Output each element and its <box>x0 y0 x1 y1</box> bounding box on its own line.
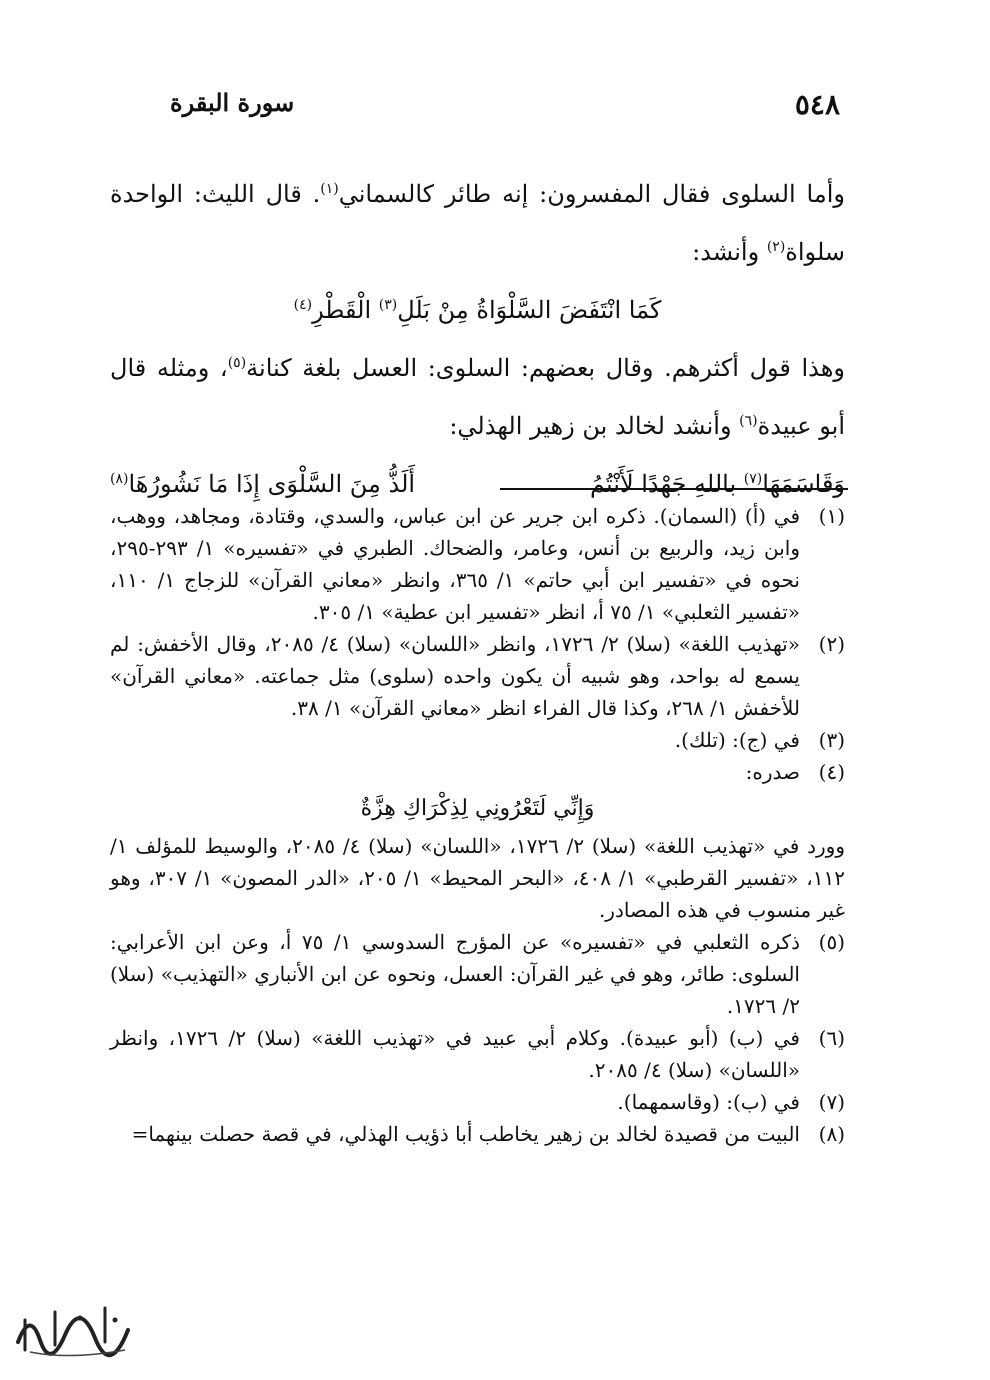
footnote-text: في (ج): (تلك). <box>674 728 800 752</box>
footnote-ref: (٢) <box>766 239 786 255</box>
footnote-divider <box>500 488 848 490</box>
paragraph-1: وأما السلوى فقال المفسرون: إنه طائر كالسماني$^{(١)}$. قال الليث: الواحدة سلواة$^{(٢)}$ وأنشد: <box>110 180 845 266</box>
footnote-text: البيت من قصيدة لخالد بن زهير يخاطب أبا ذؤيب الهذلي، في قصة حصلت بينهما= <box>131 1122 800 1146</box>
footnote-ref: (١) <box>320 181 339 197</box>
footnote-7 <box>110 1086 845 1118</box>
surah-title: سورة البقرة <box>170 88 295 117</box>
footnote-number: (٣) <box>818 728 845 752</box>
footnote-ref: (٧) <box>743 471 763 487</box>
footnote-number: (٤) <box>818 760 845 784</box>
footnote-ref: (٣) <box>378 297 398 313</box>
verse-hemistich-right: وَقَاسَمَهَا$^{(٧)}$ باللهِ جَهْدًا لَأَنْتُمُ <box>590 470 845 498</box>
page-header <box>150 88 840 128</box>
footnote-text: صدره: <box>745 760 800 784</box>
footnote-ref: (٦) <box>739 413 758 429</box>
footnote-5 <box>110 926 845 1022</box>
footnote-number: (٥) <box>818 930 845 954</box>
footnote-text: في (أ) (السمان). ذكره ابن جرير عن ابن عباس، والسدي، وقتادة، ومجاهد، ووهب، وابن زيد، والربيع بن أنس، وعامر، والضحاك. الطبري في «تفسيره» ١/ ٢٩٣-٢٩٥، نحوه في «تفسير ابن أبي حاتم» ١/ ٣٦٥، وانظر «معاني القرآن» للزجاج ١/ ١١٠، «تفسير الثعلبي» ١/ ٧٥ أ، انظر «تفسير ابن عطية» ١/ ٣٠٥. <box>110 504 800 624</box>
footnote-text: في (ب) (أبو عبيدة). وكلام أبي عبيد في «تهذيب اللغة» (سلا) ٢/ ١٧٢٦، وانظر «اللسان» (سلا) ٤/ ٢٠٨٥. <box>110 1026 800 1082</box>
footnote-number: (٨) <box>818 1122 845 1146</box>
footnote-8 <box>110 1118 845 1150</box>
footnote-1 <box>110 500 845 628</box>
footnote-number: (٦) <box>818 1026 845 1050</box>
footnote-2 <box>110 628 845 724</box>
verse-hemistich-left: أَلَذُّ مِنَ السَّلْوَى إِذَا مَا نَشُورُهَا$^{(٨)}$ <box>110 470 416 498</box>
footnote-6 <box>110 1022 845 1086</box>
footnote-4 <box>110 756 845 788</box>
page-number: ٥٤٨ <box>794 88 840 121</box>
footnote-text: ذكره الثعلبي في «تفسيره» عن المؤرج السدوسي ١/ ٧٥ أ، وعن ابن الأعرابي: السلوى: طائر، وهو في غير القرآن: العسل، ونحوه عن ابن الأنباري «التهذيب» (سلا) ٢/ ١٧٢٦. <box>110 930 800 1018</box>
footnote-number: (١) <box>818 504 845 528</box>
footnote-text: «تهذيب اللغة» (سلا) ٢/ ١٧٢٦، وانظر «اللسان» (سلا) ٤/ ٢٠٨٥، وقال الأخفش: لم يسمع له بواحد، وهو شبيه أن يكون واحده (سلوى) مثل جماعته. «معاني القرآن» للأخفش ١/ ٢٦٨، وكذا قال الفراء انظر «معاني القرآن» ١/ ٣٨. <box>110 632 800 720</box>
main-text <box>110 165 845 513</box>
poetry-verse-1: كَمَا انْتَفَضَ السَّلْوَاةُ مِنْ بَلَلِ$^{(٣)}$ الْقَطْرِ$^{(٤)}$ <box>293 296 662 324</box>
calligraphy-stamp-icon <box>10 1290 140 1360</box>
footnote-ref: (٤) <box>293 297 313 313</box>
footnote-3 <box>110 724 845 756</box>
library-stamp-logo <box>10 1290 140 1360</box>
footnote-text: في (ب): (وقاسمهما). <box>617 1090 800 1114</box>
footnote-number: (٧) <box>818 1090 845 1114</box>
paragraph-2: وهذا قول أكثرهم. وقال بعضهم: السلوى: العسل بلغة كنانة$^{(٥)}$، ومثله قال أبو عبيدة$^{(٦)}$ وأنشد لخالد بن زهير الهذلي: <box>110 354 845 440</box>
footnote-number: (٢) <box>818 632 845 656</box>
footnotes <box>110 500 845 1150</box>
footnote-ref: (٥) <box>227 355 247 371</box>
footnote-ref: (٨) <box>110 471 129 487</box>
footnote-4-verse: وَإِنِّي لَتَعْرُونِي لِذِكْرَاكِ هِزَّةٌ <box>360 796 595 821</box>
footnote-4-continuation: وورد في «تهذيب اللغة» (سلا) ٢/ ١٧٢٦، «اللسان» (سلا) ٤/ ٢٠٨٥، والوسيط للمؤلف ١/ ١١٢، «تفسير القرطبي» ١/ ٤٠٨، «البحر المحيط» ١/ ٢٠٥، «الدر المصون» ١/ ٣٠٧، وهو غير منسوب في هذه المصادر. <box>110 834 845 922</box>
